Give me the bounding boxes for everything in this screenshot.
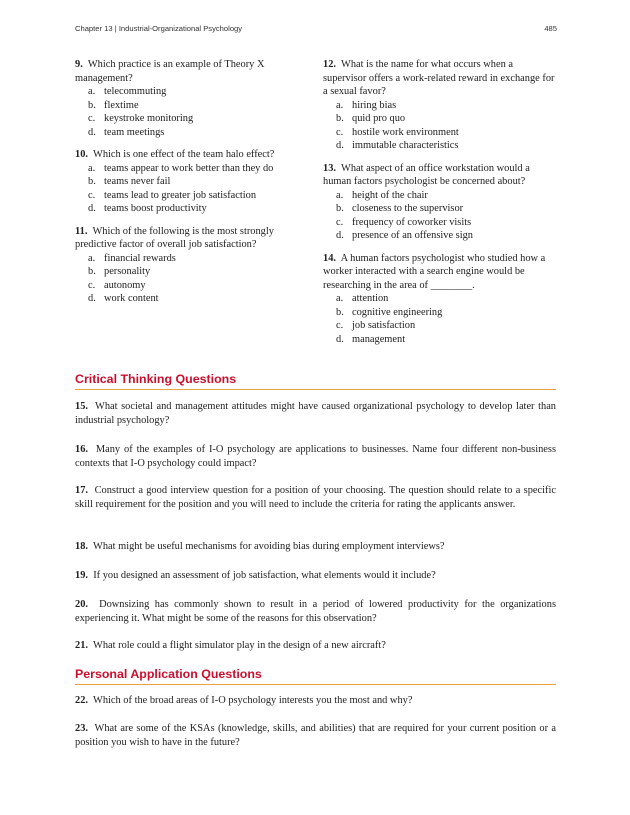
header-separator: | xyxy=(114,24,117,33)
question-23: 23. What are some of the KSAs (knowledge, skills, and abilities) that are required for your current position or a position you wish to have in the future? xyxy=(75,723,556,748)
question-number: 9. xyxy=(75,59,83,70)
option: a. financial rewards xyxy=(88,252,176,264)
page-number: 485 xyxy=(544,24,557,33)
option: b. closeness to the supervisor xyxy=(336,203,464,214)
option: c. frequency of coworker visits xyxy=(336,216,472,228)
question-20: 20. Downsizing has commonly shown to result in a period of lowered productivity for the organizations experiencing it. What might be some of the reasons for this observation? xyxy=(75,599,556,624)
option: b. cognitive engineering xyxy=(336,306,443,318)
option: c. job satisfaction xyxy=(336,320,416,331)
question-stem: What is the name for what occurs when a supervisor offers a work-related reward in exchange for a sexual favor? xyxy=(323,59,555,97)
option: a. hiring bias xyxy=(336,99,397,111)
critical-thinking-heading: Critical Thinking Questions xyxy=(75,372,556,390)
option: c. keystroke monitoring xyxy=(88,113,194,124)
question-11 xyxy=(75,225,309,306)
page-header xyxy=(75,24,557,33)
option: a. telecommuting xyxy=(88,86,167,97)
question-13 xyxy=(323,162,557,243)
right-column xyxy=(323,58,557,355)
option: c. autonomy xyxy=(88,279,146,291)
question-17: 17. Construct a good interview question for a position of your choosing. The question should relate to a specific skill requirement for the position and you will need to include the criteria for rating the applicants answer. xyxy=(75,485,556,510)
question-number: 12. xyxy=(323,59,336,70)
question-number: 13. xyxy=(323,162,336,174)
question-stem: What aspect of an office workstation would a human factors psychologist be concerned about? xyxy=(323,162,530,187)
question-stem: Which of the following is the most strongly predictive factor of overall job satisfaction? xyxy=(75,225,274,250)
option: d. immutable characteristics xyxy=(336,140,459,151)
question-22: 22. Which of the broad areas of I-O psychology interests you the most and why? xyxy=(75,695,413,706)
question-stem: A human factors psychologist who studied how a worker interacted with a search engine would be researching in the area of ________. xyxy=(323,252,546,291)
question-10 xyxy=(75,148,309,216)
question-12 xyxy=(323,58,557,153)
personal-application-heading: Personal Application Questions xyxy=(75,667,556,685)
multiple-choice-section xyxy=(75,58,557,355)
question-15: 15. What societal and management attitudes might have caused organizational psychology to develop later than industrial psychology? xyxy=(75,401,557,426)
chapter-number: Chapter 13 xyxy=(75,24,113,33)
chapter-title: Industrial-Organizational Psychology xyxy=(118,24,243,33)
question-9 xyxy=(75,58,309,139)
question-14 xyxy=(323,252,557,347)
question-number: 10. xyxy=(75,149,88,160)
option: b. personality xyxy=(88,266,151,277)
option: b. quid pro quo xyxy=(336,113,406,124)
question-stem: Which is one effect of the team halo effect? xyxy=(93,149,275,160)
question-number: 14. xyxy=(323,252,336,264)
question-16: 16. Many of the examples of I-O psychology are applications to businesses. Name four different non-business contexts that I-O psychology could impact? xyxy=(75,444,557,469)
question-stem: Which practice is an example of Theory X management? xyxy=(75,59,265,84)
option: d. presence of an offensive sign xyxy=(336,230,473,241)
option: c. hostile work environment xyxy=(336,126,459,138)
left-column xyxy=(75,58,309,355)
question-19: 19. If you designed an assessment of job satisfaction, what elements would it include? xyxy=(75,570,436,581)
option: a. attention xyxy=(336,293,389,304)
option: d. management xyxy=(336,333,406,345)
option: b. teams never fail xyxy=(88,176,171,187)
option: a. height of the chair xyxy=(336,189,428,201)
option: a. teams appear to work better than they do xyxy=(88,162,274,174)
option: c. teams lead to greater job satisfaction xyxy=(88,189,257,201)
running-head xyxy=(75,24,242,33)
option: b. flextime xyxy=(88,99,139,111)
question-18: 18. What might be useful mechanisms for avoiding bias during employment interviews? xyxy=(75,541,445,552)
option: d. team meetings xyxy=(88,126,165,138)
question-21: 21. What role could a flight simulator play in the design of a new aircraft? xyxy=(75,640,386,651)
option: d. work content xyxy=(88,293,159,304)
question-number: 11. xyxy=(75,225,88,237)
option: d. teams boost productivity xyxy=(88,203,207,214)
